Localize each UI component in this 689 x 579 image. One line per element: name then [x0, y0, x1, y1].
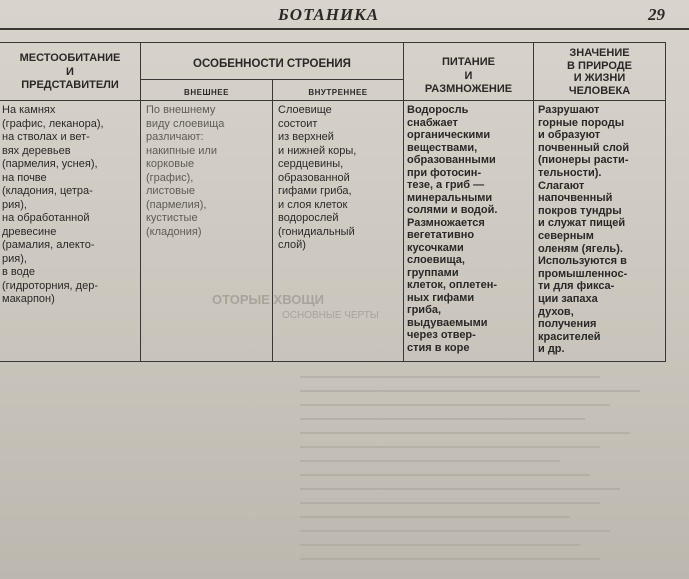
cell-line: духов, [538, 305, 574, 318]
page-header [0, 0, 689, 28]
cell-line: (кладония) [146, 225, 202, 238]
bleed-through-line: ОСНОВНЫЕ ЧЕРТЫ [282, 310, 379, 321]
cell-line: клеток, оплетен- [407, 279, 498, 291]
header-top-rule [0, 28, 689, 30]
bleed-through-line: ОТОРЫЕ ХВОЩИ [212, 292, 324, 307]
cell-line: (кладония, цетра- [2, 185, 93, 197]
col-header-habitat [0, 52, 140, 93]
cell-line: на стволах и вет- [2, 131, 90, 143]
cell-line: стия в коре [407, 341, 470, 354]
cell-line: тельности). [538, 166, 602, 179]
cell-line: Слоевище [278, 104, 332, 116]
cell-line: образованными [407, 154, 496, 166]
cell-line: почвенный слой [538, 141, 630, 154]
cell-line: Используются в [538, 255, 627, 268]
cell-line: накипные или [146, 144, 217, 157]
cell-line: рия), [2, 198, 27, 211]
cell-line: Размножается [407, 216, 485, 229]
col-header-line: ЗНАЧЕНИЕ [569, 47, 630, 59]
cell-line: (графис, леканора), [2, 117, 104, 130]
header-bottom-rule [0, 100, 666, 101]
col-header-line: ВНУТРЕННЕЕ [308, 88, 368, 97]
cell-line: через отвер- [407, 329, 476, 341]
cell-line: гриба, [407, 304, 442, 316]
cell-line: вях деревьев [2, 144, 71, 157]
cell-line: веществами, [407, 141, 478, 154]
cell-line: Водоросль [407, 104, 469, 116]
cell-line: на почве [2, 171, 47, 184]
cell-line: вегетативно [407, 229, 475, 241]
cell-line: и нижней коры, [278, 144, 357, 157]
cell-habitat [2, 104, 138, 307]
col-header-line: ЧЕЛОВЕКА [568, 84, 631, 97]
table-bottom-rule [0, 361, 666, 362]
cell-line: сердцевины, [278, 158, 344, 170]
col-header-nutrition [404, 56, 533, 97]
bleed-through-subheading [282, 310, 379, 321]
col-header-line: И [66, 65, 74, 78]
cell-line: покров тундры [538, 204, 622, 217]
cell-line: ции запаха [538, 292, 598, 305]
col-divider-5 [665, 42, 666, 361]
col-header-internal [273, 86, 403, 100]
cell-nutrition [407, 104, 532, 354]
cell-line: на обработанной [2, 212, 90, 224]
cell-line: древесине [2, 225, 57, 238]
cell-line: водорослей [278, 212, 339, 224]
col-header-line: ПРЕДСТАВИТЕЛИ [21, 79, 119, 91]
cell-line: макарпон) [2, 293, 55, 305]
cell-internal [278, 104, 402, 253]
cell-line: (пармелия, уснея), [2, 158, 98, 170]
cell-line: листовые [146, 185, 195, 197]
cell-line: и др. [538, 343, 565, 356]
col-divider-2 [272, 79, 273, 361]
cell-line: (пармелия), [146, 198, 207, 211]
table-top-rule [0, 42, 666, 43]
cell-line: выдуваемыми [407, 316, 488, 329]
cell-line: слоевища, [407, 254, 465, 266]
col-header-line: И ЖИЗНИ [573, 72, 626, 84]
col-header-line: РАЗМНОЖЕНИЕ [424, 83, 513, 95]
cell-line: ти для фиксa- [538, 280, 615, 293]
cell-line: кусочками [407, 241, 464, 254]
cell-line: при фотосин- [407, 166, 482, 179]
cell-line: По внешнему [146, 104, 216, 116]
cell-line: из верхней [278, 131, 334, 143]
cell-external [146, 104, 270, 239]
page-number: 29 [648, 5, 665, 24]
cell-line: в воде [2, 266, 36, 278]
cell-line: образованной [278, 171, 350, 184]
cell-line: оленям (ягель). [538, 242, 623, 255]
cell-line: солями и водой. [407, 204, 498, 216]
col-header-line: В ПРИРОДЕ [567, 59, 632, 72]
cell-line: состоит [278, 117, 318, 130]
cell-line: кустистые [146, 212, 198, 224]
cell-line: и образуют [538, 129, 601, 142]
col-header-line: ВНЕШНЕЕ [184, 88, 229, 97]
cell-line: органическими [407, 129, 491, 141]
cell-line: виду слоевища [146, 117, 225, 130]
cell-line: группами [407, 266, 459, 279]
col-header-structure [141, 58, 403, 72]
cell-line: тезе, а гриб — [407, 179, 485, 191]
cell-line: Разрушают [538, 104, 600, 116]
cell-line: напочвенный [538, 192, 613, 205]
cell-line: рия), [2, 252, 27, 265]
cell-line: гифами гриба, [278, 185, 352, 197]
cell-line: и слоя клеток [278, 198, 348, 211]
cell-line: (гонидиальный [278, 225, 355, 238]
cell-line: Слагают [538, 179, 585, 192]
cell-line: ных гифами [407, 291, 475, 304]
cell-line: (рамалия, алекто- [2, 239, 95, 251]
cell-line: (пионеры расти- [538, 154, 629, 167]
cell-line: красителей [538, 330, 601, 343]
cell-line: и служат пищей [538, 217, 626, 230]
cell-line: На камнях [2, 104, 56, 116]
bleed-through-texture [0, 365, 689, 579]
cell-line: получения [538, 318, 597, 331]
cell-line: горные породы [538, 116, 625, 129]
cell-significance [538, 104, 664, 356]
cell-line: минеральными [407, 191, 493, 204]
bleed-through-lines [300, 377, 640, 559]
col-header-line: МЕСТООБИТАНИЕ [19, 52, 121, 64]
col-header-line: ПИТАНИЕ [442, 56, 495, 68]
col-header-line: ОСОБЕННОСТИ СТРОЕНИЯ [193, 58, 351, 70]
cell-line: различают: [146, 131, 204, 143]
cell-line: промышленнос- [538, 267, 628, 280]
col-header-significance [534, 47, 665, 97]
col-header-line: И [464, 69, 473, 82]
page-title: БОТАНИКА [278, 5, 380, 24]
cell-line: слой) [278, 239, 306, 251]
cell-line: северным [538, 229, 594, 242]
cell-line: (гидроторния, дер- [2, 279, 98, 292]
cell-line: снабжает [407, 116, 458, 129]
bleed-through-heading [212, 292, 324, 307]
cell-line: корковые [146, 158, 195, 170]
col-header-external [141, 86, 272, 100]
cell-line: (графис), [146, 171, 194, 184]
